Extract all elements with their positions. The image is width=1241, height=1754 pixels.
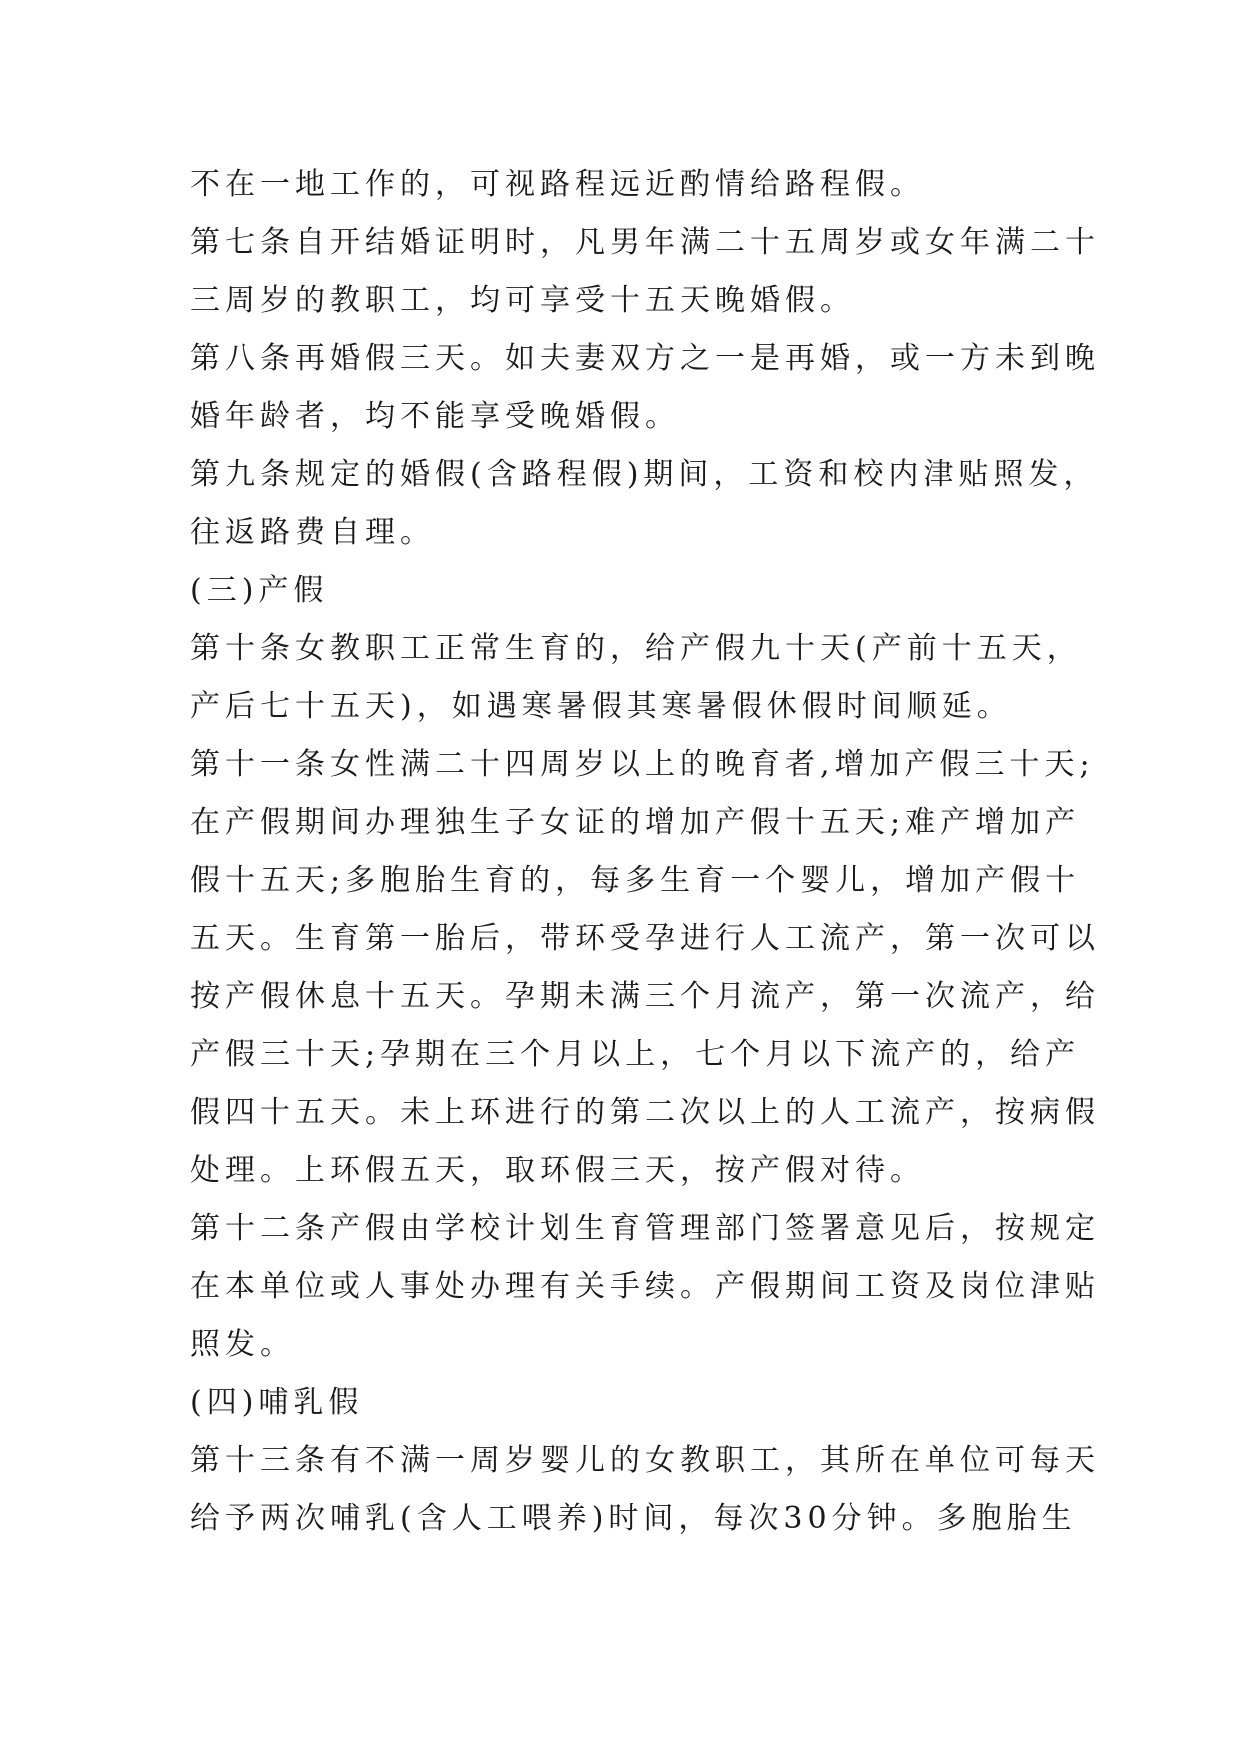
text-line: 给予两次哺乳(含人工喂养)时间，每次30分钟。多胞胎生 <box>190 1501 1077 1536</box>
text-line: 不在一地工作的，可视路程远近酌情给路程假。 <box>190 167 925 202</box>
section-heading: (四)哺乳假 <box>190 1385 364 1420</box>
text-line: 第十条女教职工正常生育的，给产假九十天(产前十五天， <box>190 631 1082 666</box>
text-line: 第九条规定的婚假(含路程假)期间，工资和校内津贴照发， <box>190 457 1099 492</box>
text-line: 三周岁的教职工，均可享受十五天晚婚假。 <box>190 283 855 318</box>
text-line: 产假三十天;孕期在三个月以上，七个月以下流产的，给产 <box>190 1037 1081 1072</box>
text-line: 处理。上环假五天，取环假三天，按产假对待。 <box>190 1153 925 1188</box>
text-line: 第十一条女性满二十四周岁以上的晚育者,增加产假三十天; <box>190 747 1095 782</box>
text-line: 产后七十五天)，如遇寒暑假其寒暑假休假时间顺延。 <box>190 689 1012 724</box>
text-line: 按产假休息十五天。孕期未满三个月流产，第一次流产，给 <box>190 979 1100 1014</box>
text-line: 第七条自开结婚证明时，凡男年满二十五周岁或女年满二十 <box>190 225 1100 260</box>
text-line: 婚年龄者，均不能享受晚婚假。 <box>190 399 680 434</box>
text-line: 假十五天;多胞胎生育的，每多生育一个婴儿，增加产假十 <box>190 863 1081 898</box>
text-line: 照发。 <box>190 1327 295 1362</box>
text-line: 假四十五天。未上环进行的第二次以上的人工流产，按病假 <box>190 1095 1100 1130</box>
text-line: 往返路费自理。 <box>190 515 435 550</box>
document-body <box>190 156 1100 1548</box>
text-line: 在产假期间办理独生子女证的增加产假十五天;难产增加产 <box>190 805 1081 840</box>
text-line: 第十三条有不满一周岁婴儿的女教职工，其所在单位可每天 <box>190 1443 1100 1478</box>
text-line: 第八条再婚假三天。如夫妻双方之一是再婚，或一方未到晚 <box>190 341 1100 376</box>
text-line: 在本单位或人事处办理有关手续。产假期间工资及岗位津贴 <box>190 1269 1100 1304</box>
text-line: 五天。生育第一胎后，带环受孕进行人工流产，第一次可以 <box>190 921 1100 956</box>
section-heading: (三)产假 <box>190 573 329 608</box>
text-line: 第十二条产假由学校计划生育管理部门签署意见后，按规定 <box>190 1211 1100 1246</box>
